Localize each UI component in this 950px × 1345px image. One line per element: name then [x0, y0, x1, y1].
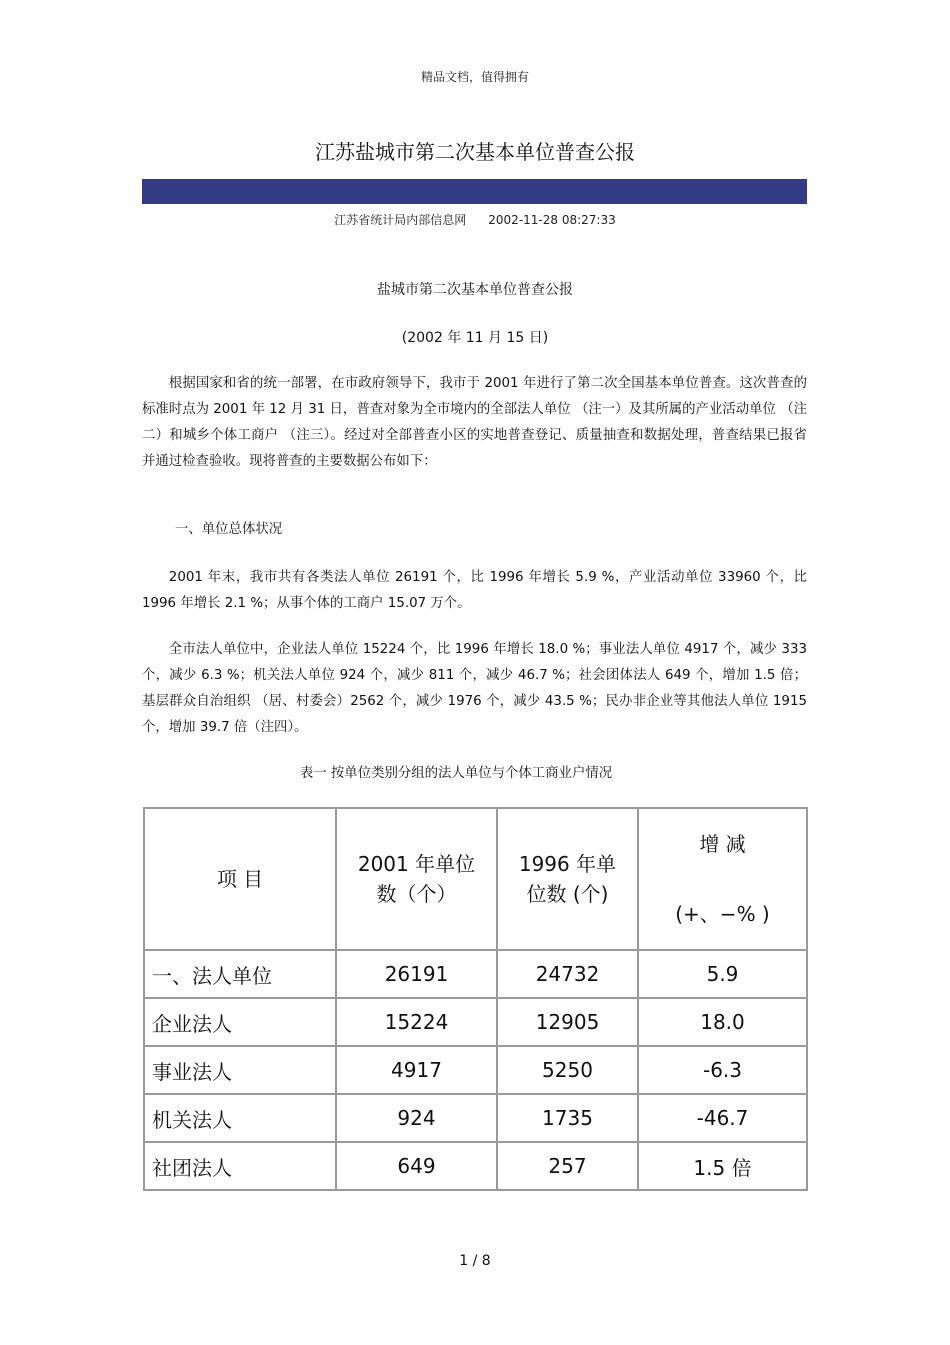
header-1996: 1996 年单位数 (个) — [497, 808, 638, 950]
header-note: 精品文档，值得拥有 — [420, 70, 529, 84]
row-item: 企业法人 — [144, 998, 336, 1046]
legal-units-paragraph: 全市法人单位中，企业法人单位 15224 个，比 1996 年增长 18.0 %；事业法人单位 4917 个，减少 333 个，减少 6.3 %；机关法人单位 924 个，减少 811 个，减少 46.7 %；社会团体法人 649 个，增加 1.5 倍；基层群众自治组织 （居、村委会）2562 个，减少 1976 个，减少 43.5 %；民办非企业等其他法人单位 1915 个，增加 39.7 倍（注四）。 — [142, 642, 807, 735]
row-change: 5.9 — [638, 950, 807, 998]
row-change: -46.7 — [638, 1094, 807, 1142]
row-2001: 26191 — [336, 950, 497, 998]
header-change-unit: (+、−% ) — [675, 902, 770, 926]
row-1996: 12905 — [497, 998, 638, 1046]
page-title: 江苏盐城市第二次基本单位普查公报 — [315, 140, 635, 164]
row-change: 1.5 倍 — [638, 1142, 807, 1190]
publication-date: (2002 年 11 月 15 日) — [401, 330, 549, 346]
row-item: 一、法人单位 — [144, 950, 336, 998]
row-item: 机关法人 — [144, 1094, 336, 1142]
row-2001: 4917 — [336, 1046, 497, 1094]
header-item: 项 目 — [144, 808, 336, 950]
table-header-row — [144, 808, 807, 950]
row-change: 18.0 — [638, 998, 807, 1046]
row-1996: 1735 — [497, 1094, 638, 1142]
source-line — [0, 211, 950, 228]
row-2001: 15224 — [336, 998, 497, 1046]
row-1996: 24732 — [497, 950, 638, 998]
table-caption: 表一 按单位类别分组的法人单位与个体工商业户情况 — [299, 766, 613, 781]
row-item: 事业法人 — [144, 1046, 336, 1094]
page-number: 1 / 8 — [459, 1253, 491, 1269]
table-row — [144, 1142, 807, 1190]
row-1996: 5250 — [497, 1046, 638, 1094]
table-row — [144, 998, 807, 1046]
table-row — [144, 1046, 807, 1094]
row-2001: 924 — [336, 1094, 497, 1142]
row-item: 社团法人 — [144, 1142, 336, 1190]
source-datetime: 2002-11-28 08:27:33 — [488, 213, 616, 227]
document-subtitle: 盐城市第二次基本单位普查公报 — [377, 282, 573, 298]
row-2001: 649 — [336, 1142, 497, 1190]
row-change: -6.3 — [638, 1046, 807, 1094]
header-change — [638, 808, 807, 950]
header-change-label: 增 减 — [699, 832, 746, 856]
intro-paragraph: 根据国家和省的统一部署，在市政府领导下，我市于 2001 年进行了第二次全国基本单位普查。这次普查的标准时点为 2001 年 12 月 31 日，普查对象为全市境内的全部法人单位 （注一）及其所属的产业活动单位 （注二）和城乡个体工商户 （注三）。经过对全部普查小区的实地普查登记、质量抽查和数据处理，普查结果已报省并通过检查验收。现将普查的主要数据公布如下： — [142, 376, 807, 469]
source-publisher: 江苏省统计局内部信息网 — [334, 213, 467, 227]
title-divider-bar — [142, 179, 807, 204]
header-2001: 2001 年单位数（个） — [336, 808, 497, 950]
section-heading: 一、单位总体状况 — [175, 522, 283, 537]
table-row — [144, 1094, 807, 1142]
legal-units-table — [143, 807, 808, 1191]
row-1996: 257 — [497, 1142, 638, 1190]
table-row — [144, 950, 807, 998]
summary-paragraph: 2001 年末，我市共有各类法人单位 26191 个，比 1996 年增长 5.9 %，产业活动单位 33960 个，比 1996 年增长 2.1 %；从事个体的工商户 15.07 万个。 — [142, 570, 807, 611]
